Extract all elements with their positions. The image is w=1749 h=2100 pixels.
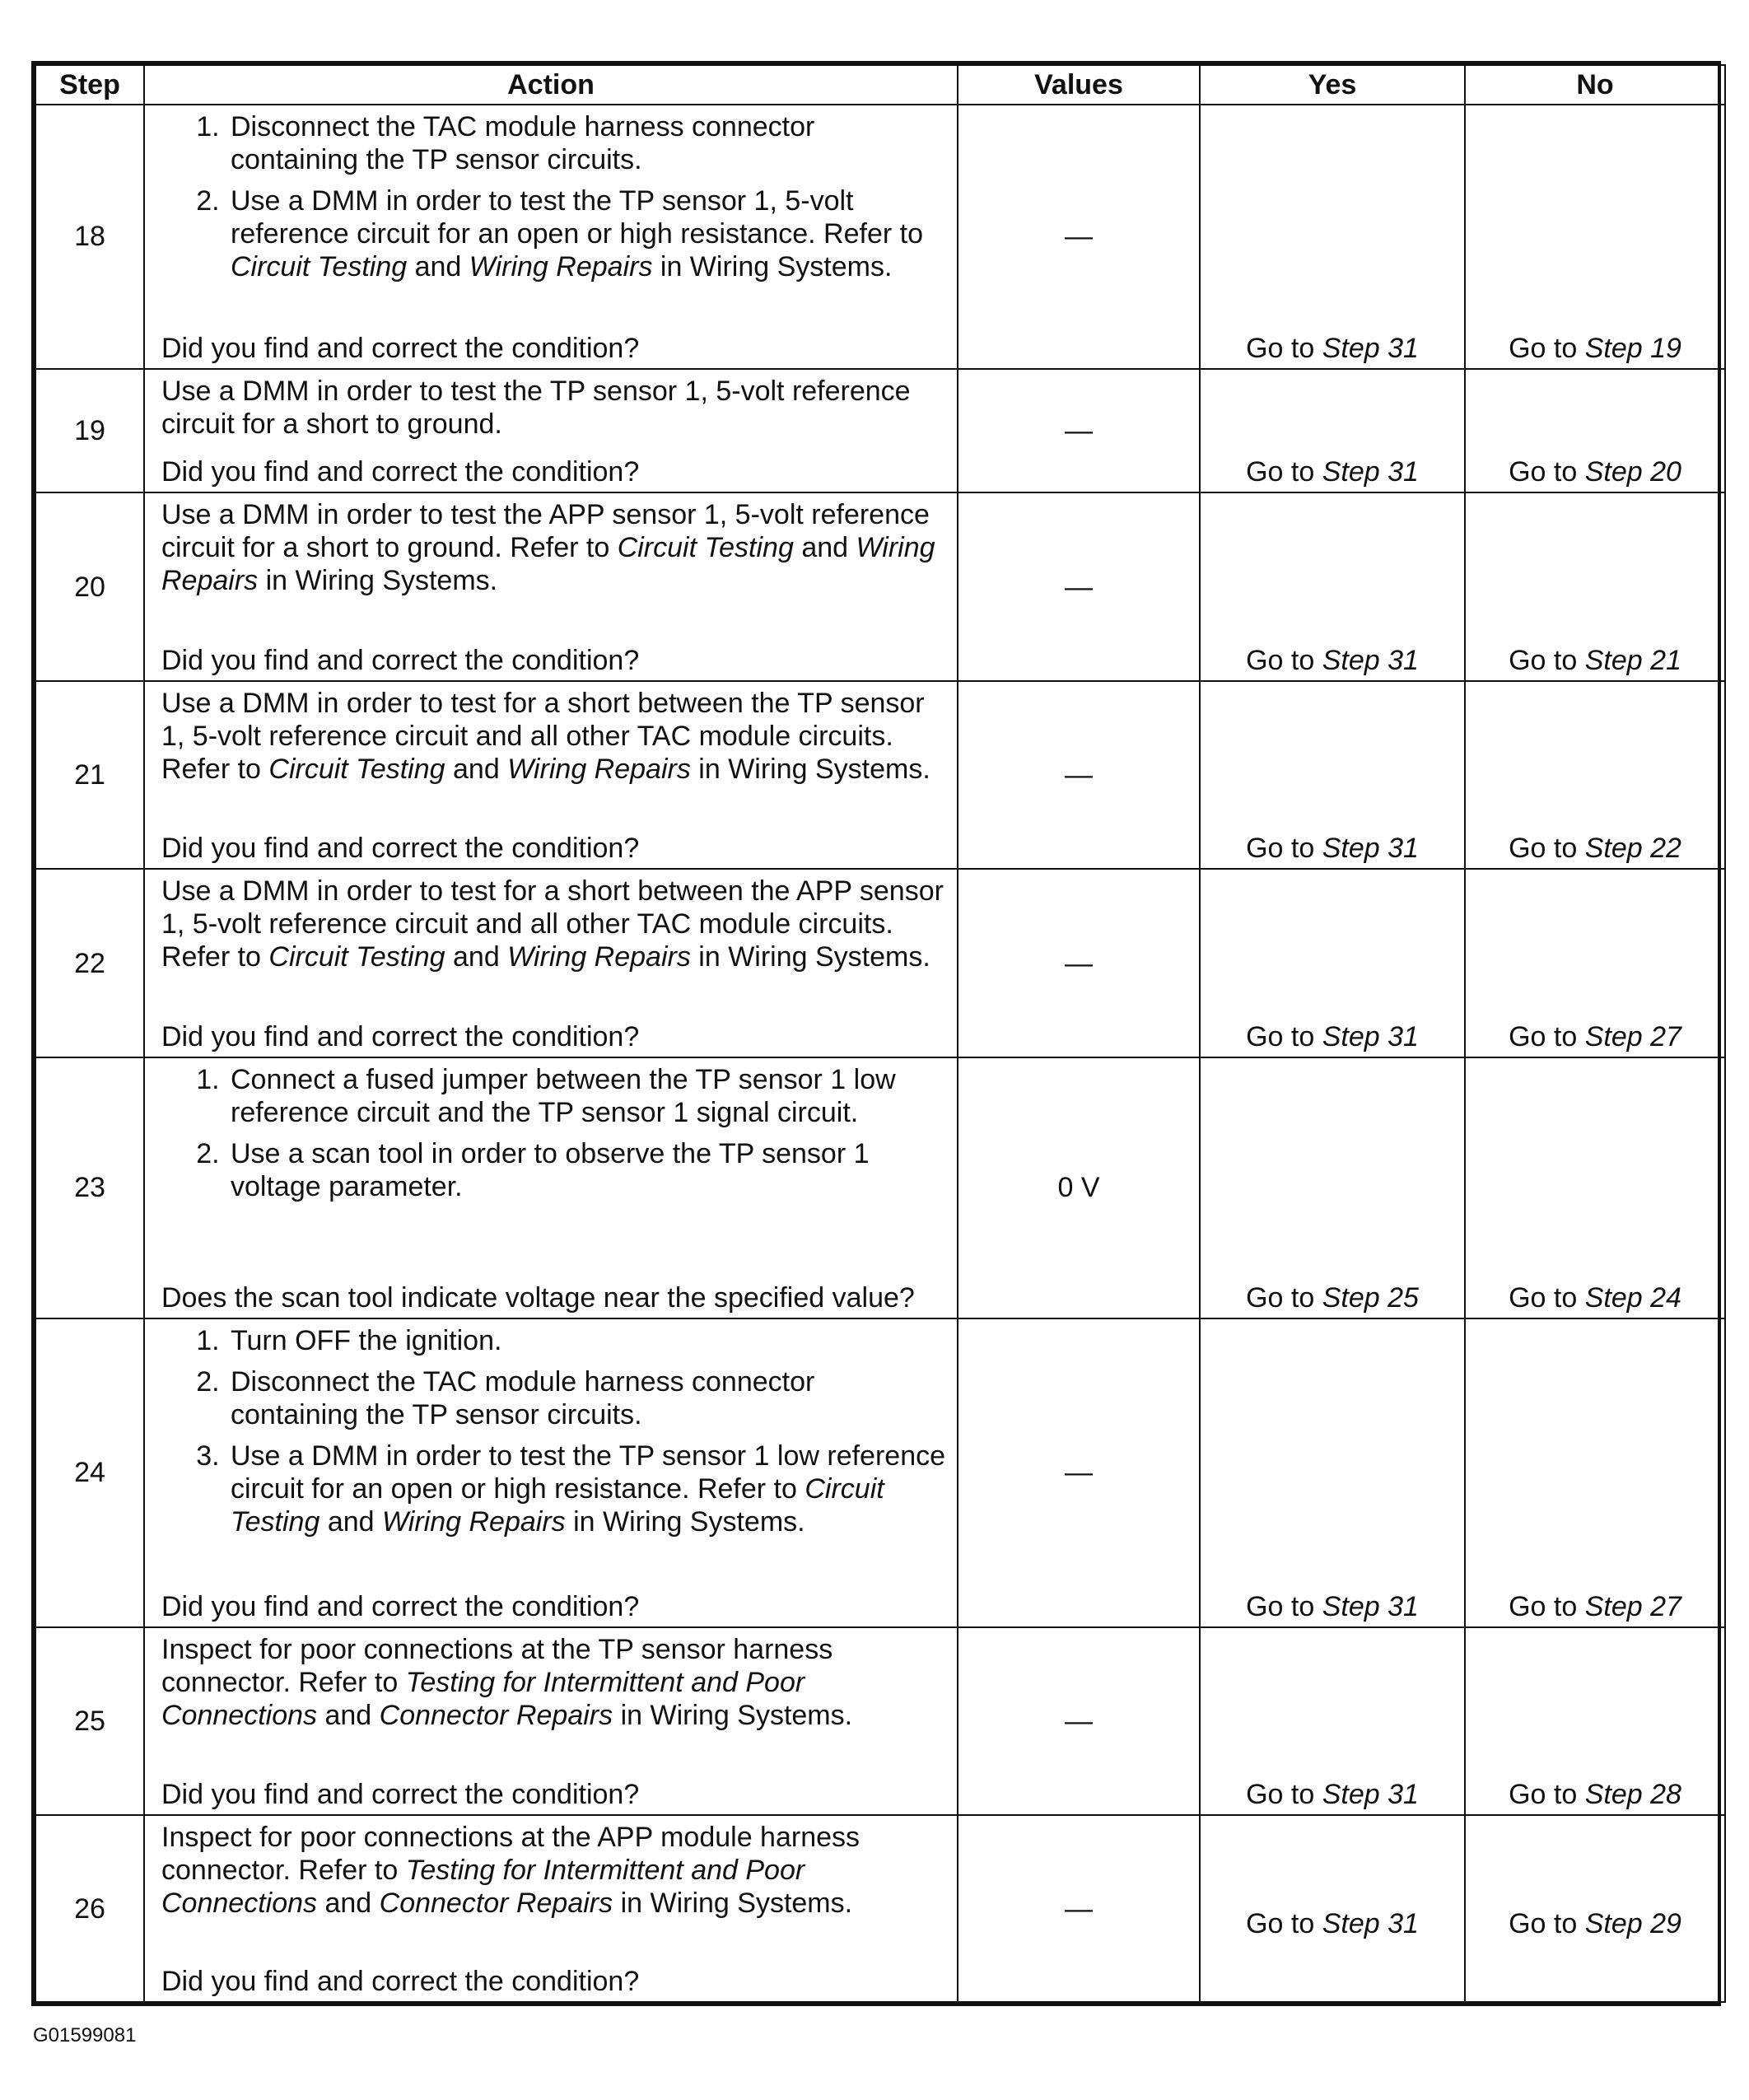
header-yes: Yes xyxy=(1200,65,1465,105)
table-row xyxy=(35,1815,1725,2002)
action-cell xyxy=(144,1318,958,1627)
action-text: Use a DMM in order to test for a short between the APP sensor 1, 5-volt reference circuit and all other TAC module circuits. Refer to Circuit Testing and Wiring Repairs in Wiring Systems. xyxy=(161,875,944,973)
no-cell: Go to Step 20 xyxy=(1465,369,1725,492)
step-number: 19 xyxy=(35,369,144,492)
value-cell: — xyxy=(958,105,1200,369)
step-number: 20 xyxy=(35,492,144,681)
no-cell: Go to Step 24 xyxy=(1465,1057,1725,1318)
action-cell xyxy=(144,1627,958,1816)
no-cell: Go to Step 27 xyxy=(1465,1318,1725,1627)
action-cell xyxy=(144,1815,958,2002)
action-item: 2. Use a DMM in order to test the TP sensor 1, 5-volt reference circuit for an open or high resistance. Refer to Circuit Testing and Wiring Repairs in Wiring Systems. xyxy=(227,184,947,283)
no-cell: Go to Step 28 xyxy=(1465,1627,1725,1816)
value-cell: — xyxy=(958,492,1200,681)
action-item: 1. Connect a fused jumper between the TP sensor 1 low reference circuit and the TP sensor 1 signal circuit. xyxy=(227,1063,947,1129)
value-cell: — xyxy=(958,1627,1200,1816)
action-steps xyxy=(161,1324,947,1542)
action-steps xyxy=(161,110,947,287)
no-cell: Go to Step 29 xyxy=(1465,1815,1725,2002)
yes-cell: Go to Step 31 xyxy=(1200,1815,1465,2002)
action-question: Did you find and correct the condition? xyxy=(161,1021,640,1052)
action-question: Does the scan tool indicate voltage near the specified value? xyxy=(161,1281,915,1314)
yes-cell: Go to Step 31 xyxy=(1200,1627,1465,1816)
action-item: 2. Disconnect the TAC module harness connector containing the TP sensor circuits. xyxy=(227,1365,947,1431)
header-step: Step xyxy=(35,65,144,105)
yes-cell: Go to Step 31 xyxy=(1200,681,1465,870)
action-cell xyxy=(144,869,958,1057)
action-text: Use a DMM in order to test the APP sensor 1, 5-volt reference circuit for a short to ground. Refer to Circuit Testing and Wiring Repairs in Wiring Systems. xyxy=(161,499,935,597)
table-row xyxy=(35,1057,1725,1318)
value-cell: — xyxy=(958,1318,1200,1627)
step-number: 24 xyxy=(35,1318,144,1627)
value-cell: — xyxy=(958,369,1200,492)
no-cell: Go to Step 22 xyxy=(1465,681,1725,870)
value-cell: — xyxy=(958,869,1200,1057)
no-cell: Go to Step 21 xyxy=(1465,492,1725,681)
action-cell xyxy=(144,369,958,492)
action-question: Did you find and correct the condition? xyxy=(161,644,640,676)
step-number: 18 xyxy=(35,105,144,369)
no-cell: Go to Step 19 xyxy=(1465,105,1725,369)
table-row xyxy=(35,1318,1725,1627)
action-cell xyxy=(144,492,958,681)
yes-cell: Go to Step 31 xyxy=(1200,105,1465,369)
action-item: 1. Disconnect the TAC module harness connector containing the TP sensor circuits. xyxy=(227,110,947,176)
step-number: 25 xyxy=(35,1627,144,1816)
action-item: 2. Use a scan tool in order to observe the TP sensor 1 voltage parameter. xyxy=(227,1137,947,1203)
action-question: Did you find and correct the condition? xyxy=(161,1966,640,1997)
table-row xyxy=(35,105,1725,369)
value-cell: — xyxy=(958,1815,1200,2002)
action-text: Use a DMM in order to test the TP sensor 1, 5-volt reference circuit for a short to ground. xyxy=(161,375,911,440)
action-text: Inspect for poor connections at the TP sensor harness connector. Refer to Testing for Intermittent and Poor Connections and Connector Repairs in Wiring Systems. xyxy=(161,1633,853,1731)
no-cell: Go to Step 27 xyxy=(1465,869,1725,1057)
value-cell: — xyxy=(958,681,1200,870)
action-question: Did you find and correct the condition? xyxy=(161,456,640,488)
table-row xyxy=(35,369,1725,492)
diagnostic-table xyxy=(35,64,1726,2003)
action-text: Inspect for poor connections at the APP module harness connector. Refer to Testing for Intermittent and Poor Connections and Connector Repairs in Wiring Systems. xyxy=(161,1822,861,1920)
header-values: Values xyxy=(958,65,1200,105)
action-question: Did you find and correct the condition? xyxy=(161,1779,640,1811)
action-question: Did you find and correct the condition? xyxy=(161,332,640,364)
header-no: No xyxy=(1465,65,1725,105)
step-number: 23 xyxy=(35,1057,144,1318)
header-row xyxy=(35,65,1725,105)
figure-code: G01599081 xyxy=(33,2024,137,2046)
table-row xyxy=(35,492,1725,681)
action-item: 3. Use a DMM in order to test the TP sensor 1 low reference circuit for an open or high resistance. Refer to Circuit Testing and Wiring Repairs in Wiring Systems. xyxy=(227,1440,947,1538)
yes-cell: Go to Step 31 xyxy=(1200,869,1465,1057)
action-question: Did you find and correct the condition? xyxy=(161,1590,640,1622)
table-row xyxy=(35,1627,1725,1816)
table-row xyxy=(35,681,1725,870)
step-number: 22 xyxy=(35,869,144,1057)
action-item: 1. Turn OFF the ignition. xyxy=(227,1324,947,1357)
action-cell xyxy=(144,105,958,369)
table-row xyxy=(35,869,1725,1057)
action-steps xyxy=(161,1063,947,1206)
header-action: Action xyxy=(144,65,958,105)
action-question: Did you find and correct the condition? xyxy=(161,833,640,865)
step-number: 26 xyxy=(35,1815,144,2002)
value-cell: 0 V xyxy=(958,1057,1200,1318)
yes-cell: Go to Step 31 xyxy=(1200,492,1465,681)
yes-cell: Go to Step 25 xyxy=(1200,1057,1465,1318)
step-number: 21 xyxy=(35,681,144,870)
yes-cell: Go to Step 31 xyxy=(1200,1318,1465,1627)
action-text: Use a DMM in order to test for a short between the TP sensor 1, 5-volt reference circuit and all other TAC module circuits. Refer to Circuit Testing and Wiring Repairs in Wiring Systems. xyxy=(161,687,930,785)
action-cell xyxy=(144,1057,958,1318)
yes-cell: Go to Step 31 xyxy=(1200,369,1465,492)
action-cell xyxy=(144,681,958,870)
diagnostic-table-frame xyxy=(31,61,1721,2006)
